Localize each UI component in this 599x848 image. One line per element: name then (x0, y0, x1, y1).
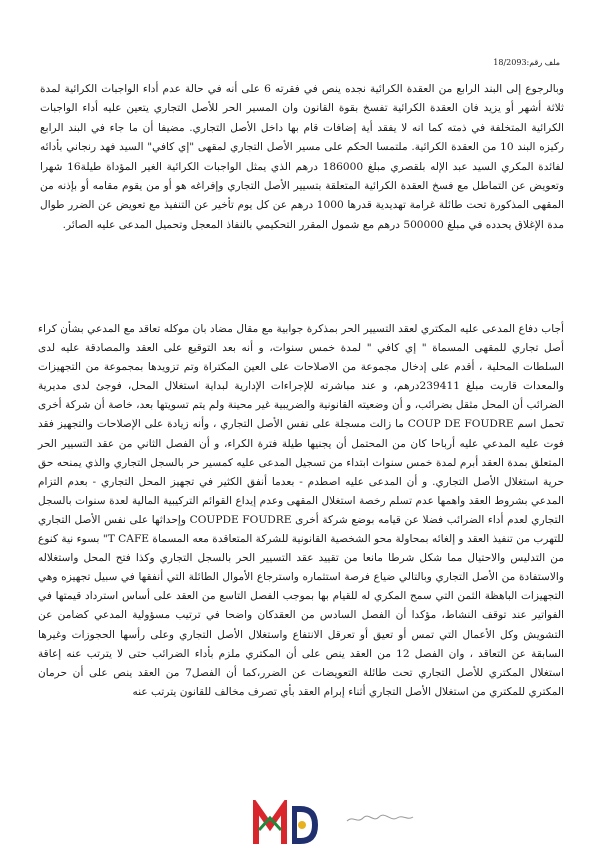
md-logo-icon (252, 800, 322, 848)
signature-mark (345, 812, 415, 826)
file-reference: ملف رقم:18/2093 (493, 58, 560, 67)
paragraph-claim: وبالرجوع إلى البند الرابع من العقدة الكرائية نجده ينص في فقرته 6 على أنه في حالة عدم أداء الواجبات الكرائية لمدة ثلاثة أشهر أو يزيد فان العقدة الكرائية تفسخ بقوة القانون وان المسير الحر للأصل التجاري يتعين عليه أداء الواجبات الكرائية المتخلفة في ذمته كما انه لا يفقد أية إضافات قام بها داخل الأصل التجاري. مضيفا أن ما جاء في البند الرابع ركيزه البند 10 من العقدة الكرائية. ملتمسا الحكم على مسير الأصل التجاري لمقهى "إي كافي" السيد فهد رنجاني بأدائه لفائدة المكري السيد عبد الإله بلقصري مبلغ 186000 درهم الذي يمثل الواجبات الكرائية الغير المؤداة طيلة16 شهرا وتعويض عن التماطل مع فسخ العقدة الكرائية المتعلقة بتسيير الأصل التجاري وإفراغه هو أو من يقوم مقامه أو بإذنه من المقهى المذكورة تحت طائلة غرامة تهديدية قدرها 1000 درهم عن كل يوم تأخير عن التنفيذ مع تعويض عن الضرر طوال مدة الإغلاق يحدده في مبلغ 500000 درهم مع شمول المقرر التحكيمي بالنفاذ المعجل وتحميل المدعى عليه الصائر. (40, 83, 565, 231)
paragraph-defense-response: أجاب دفاع المدعى عليه المكتري لعقد التسيير الحر بمذكرة جوابية مع مقال مضاد بان موكله تعاقد مع المدعي بشأن كراء أصل تجاري للمقهى المسماة " إي كافي " لمدة خمس سنوات، و أنه بعد التوقيع على العقد والمصادقة عليه لدى السلطات المحلية ، أقدم على إدخال مجموعة من الاصلاحات على العين المكتراة وتم تزويدها بمجموعة من التجهيزات والمعدات قاربت مبلغ 239411درهم، و عند مباشرته للإجراءات الإدارية لبداية استغلال المحل، فوجئ لدى مديرية الضرائب أن المحل مثقل بضرائب، و أن وضعيته القانونية والضريبية غير محينة ولم يتم تسويتها بعد، خاصة أن شركة أخرى تحمل اسم COUP DE FOUDRE ما زالت مسجلة على نفس الأصل التجاري ، وأنه زيادة على الإصلاحات والتجهيز فقد فوت عليه المدعي عليه أرباحا كان من المحتمل أن يجنيها طيلة فترة الكراء، و أن الفصل الثاني من عقد التسيير الحر المتعلق بمدة العقد أبرم لمدة خمس سنوات ابتداء من تسجيل المدعى عليه كمسير حر بالسجل التجاري والذي يمنحه حق حرية استغلال الأصل التجاري. و أن المدعى عليه اصطدم - بعدما أنفق الكثير في تجهيز المحل التجاري - بعدم التزام المدعي بشروط العقد واهمها عدم تسلم رخصة استغلال المقهى وعدم إيداع القوائم التركيبية المالية لعدة سنوات بالسجل التجاري لعدم أداء الضرائب فضلا عن قيامه بوضع شركة أخرى COUPDE FOUDRE وإحداثها على نفس الأصل التجاري للتهرب من تنفيذ العقد و إلغائه بمحاولة محو الشخصية القانونية للشركة المتعاقدة معه المسماة T CAFE" بسوء نية كنوع من التدليس والاحتيال مما شكل شرطا مانعا من تقييد عقد التسيير الحر بالسجل التجاري وكذا فتح المحل واستغلاله والاستفادة من الأصل التجاري وبالتالي ضياع فرصة استثماره واسترجاع الأموال الطائلة التي أنفقها في سبيل تجهيزه وهي التجهيزات الباهظة الثمن التي سمح المكري له للقيام بها بموجب الفصل التاسع من العقد على أساس استرداد قيمتها في الفواتير عند توقف النشاط، مؤكدا أن الفصل السادس من العقدكان واضحا في ترتيب مسؤولية المدعي كضامن عن التشويش وكل الأعمال التي تمس أو تعيق أو تعرقل الانتفاع واستغلال الأصل التجاري وعلى رأسها الحجوزات وغيرها السابقة عن التعاقد ، وان الفصل 12 من العقد ينص على أن المكتري ملزم بأداء الضرائب حتى لا يترتب عنه إعاقة استغلال المكتري للأصل التجاري تحت طائلة التعويضات عن الضرر،كما أن الفصل7 من العقد ينص على أن حرمان المكتري للمكتري من استغلال الأصل التجاري أثناء إبرام العقد بأي تصرف مخالف للقانون يترتب عنه (38, 323, 565, 698)
